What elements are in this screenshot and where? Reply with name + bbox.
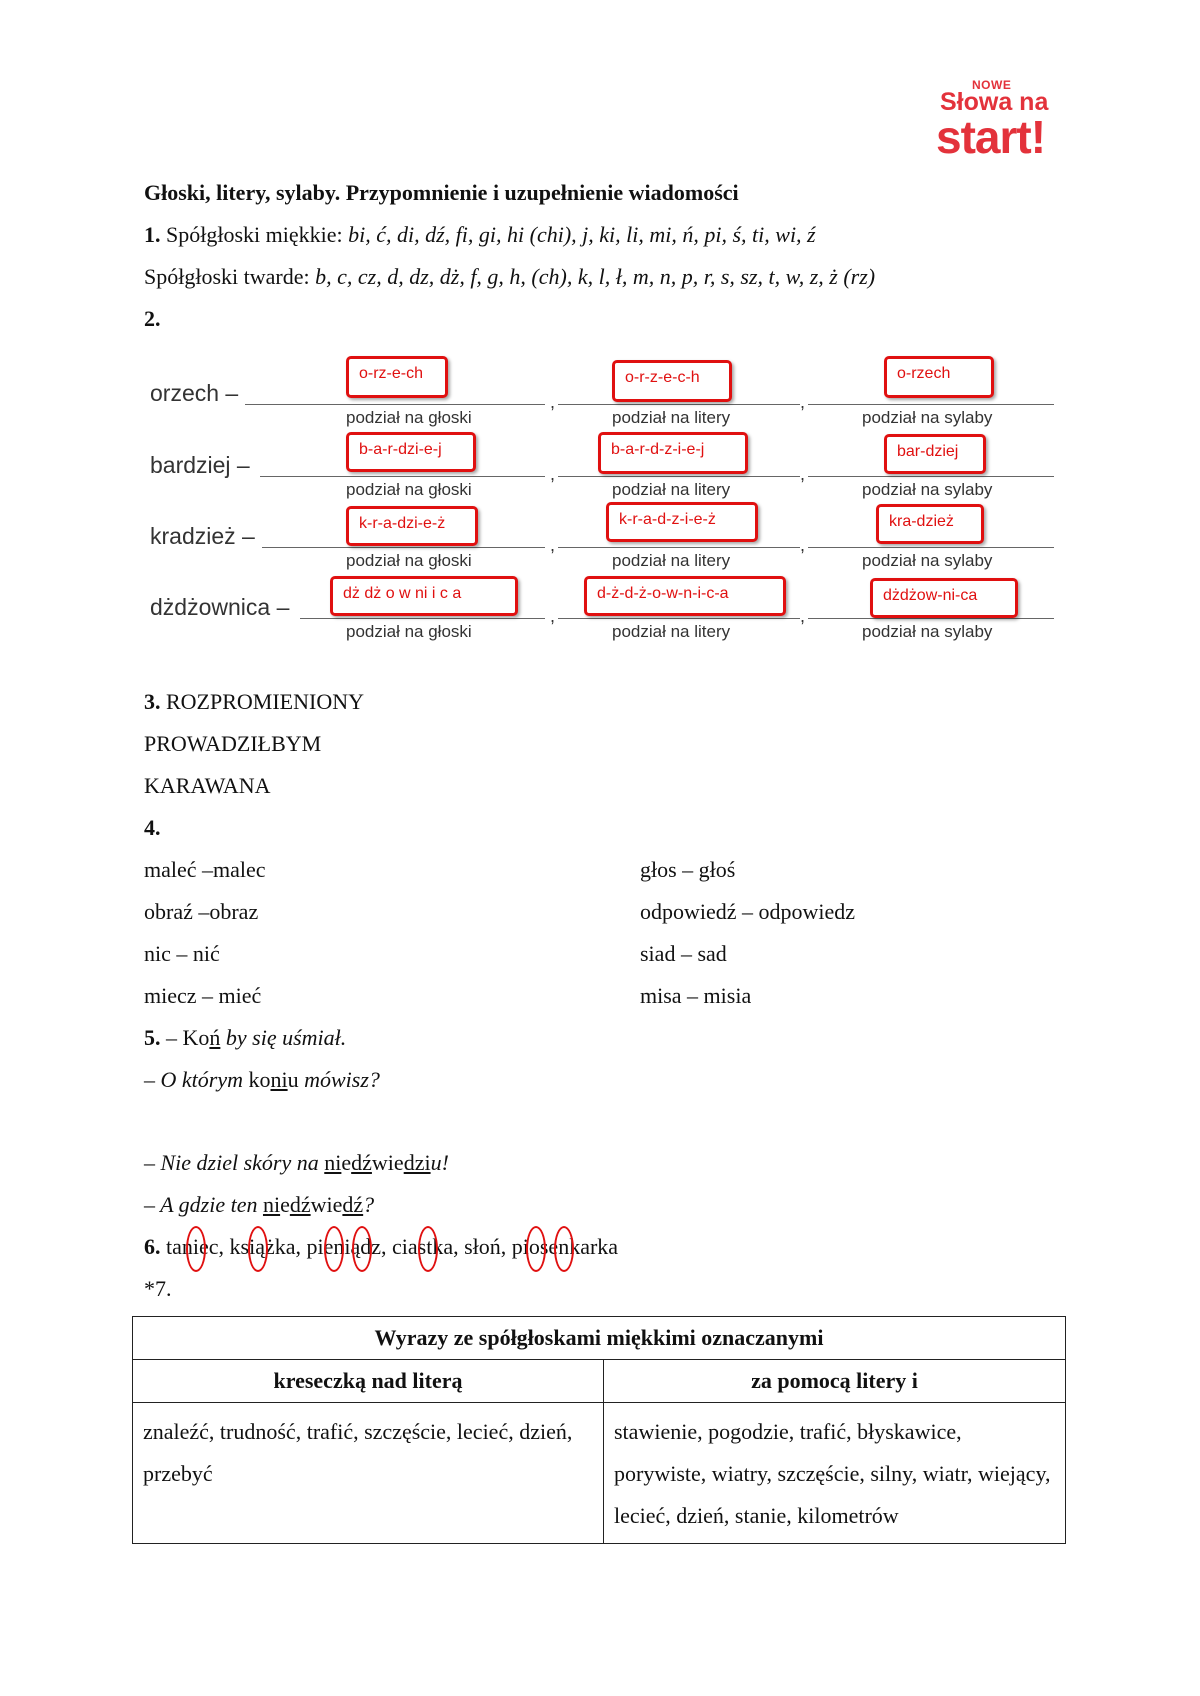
ex7-table: [132, 1316, 1066, 1544]
answer-box-gloski: k-r-a-dzi-e-ż: [346, 506, 478, 546]
answer-line: [808, 476, 1054, 477]
ex2-word: kradzież –: [150, 523, 255, 549]
comma: ,: [800, 464, 806, 484]
answer-box-gloski: o-rz-e-ch: [346, 356, 448, 398]
ex5-line-1: [144, 1025, 346, 1051]
answer-box-litery: b-a-r-d-z-i-e-j: [598, 432, 748, 474]
answer-box-litery: k-r-a-d-z-i-e-ż: [606, 502, 758, 542]
answer-box-sylaby: bar-dziej: [884, 434, 986, 474]
ex5-text: wie: [371, 1150, 404, 1175]
answer-box-sylaby: dżdżow-ni-ca: [870, 578, 1018, 618]
ex1-hard-list: b, c, cz, d, dz, dż, f, g, h, (ch), k, l, ł, m, n, p, r, s, sz, t, w, z, ż (rz): [315, 264, 876, 289]
logo-nowe-text: NOWE: [972, 78, 1012, 92]
ex5-line-3: [144, 1150, 449, 1176]
ex1-number: 1.: [144, 222, 161, 247]
circle-mark: [526, 1226, 546, 1272]
ex4-number: 4.: [144, 815, 161, 840]
ex2-word: dżdżownica –: [150, 594, 290, 620]
comma: ,: [550, 535, 556, 555]
caption-sylaby: podział na sylaby: [862, 480, 993, 499]
table-column-header: kreseczką nad literą: [133, 1360, 604, 1403]
caption-sylaby: podział na sylaby: [862, 408, 993, 427]
ex5-line-2: [144, 1067, 380, 1093]
ex4-pair-right: głos – głoś: [640, 857, 736, 882]
answer-line: [808, 404, 1054, 405]
table-cell: znaleźć, trudność, trafić, szczęście, lecieć, dzień, przebyć: [133, 1403, 604, 1544]
caption-litery: podział na litery: [612, 408, 731, 427]
table-column-header: za pomocą litery i: [604, 1360, 1066, 1403]
circle-mark: [186, 1226, 206, 1272]
caption-litery: podział na litery: [612, 622, 731, 641]
ex6-text: taniec, książka, pieniądz, ciastka, słoń, piosenkarka: [160, 1234, 619, 1259]
ex1-soft-label: Spółgłoski miękkie:: [166, 222, 349, 247]
caption-litery: podział na litery: [612, 480, 731, 499]
ex4-pair-left: nic – nić: [144, 941, 220, 966]
ex4-pair-right: misa – misia: [640, 983, 752, 1008]
logo-slowa-na-text: Słowa na: [940, 88, 1049, 116]
table-header-row: [133, 1317, 1066, 1360]
answer-line: [558, 618, 800, 619]
comma: ,: [800, 535, 806, 555]
ex5-line-4: [144, 1192, 374, 1218]
ex5-text: mówisz?: [298, 1067, 380, 1092]
ex5-text: ?: [363, 1192, 375, 1217]
ex1-hard-line: [144, 264, 875, 290]
caption-gloski: podział na głoski: [346, 622, 472, 641]
answer-box-gloski: b-a-r-dzi-e-j: [346, 432, 476, 472]
caption-sylaby: podział na sylaby: [862, 622, 993, 641]
circle-mark: [554, 1226, 574, 1272]
ex5-text: ko: [248, 1067, 271, 1092]
ex4-pair-right: odpowiedź – odpowiedz: [640, 899, 856, 924]
comma: ,: [550, 392, 556, 412]
ex3-word: KARAWANA: [144, 773, 271, 798]
ex3-number: 3.: [144, 689, 161, 714]
ex5-underlined: dź: [342, 1192, 364, 1217]
caption-litery: podział na litery: [612, 551, 731, 570]
ex5-text: e: [280, 1192, 290, 1217]
caption-gloski: podział na głoski: [346, 480, 472, 499]
ex6-line: [144, 1234, 618, 1260]
page-title: Głoski, litery, sylaby. Przypomnienie i uzupełnienie wiadomości: [144, 180, 739, 205]
table-row: [133, 1403, 1066, 1544]
ex3-line-1: [144, 689, 364, 715]
ex5-number: 5.: [144, 1025, 161, 1050]
caption-sylaby: podział na sylaby: [862, 551, 993, 570]
ex1-soft-list: bi, ć, di, dź, fi, gi, hi (chi), j, ki, li, mi, ń, pi, ś, ti, wi, ź: [348, 222, 816, 247]
table-header-row: [133, 1360, 1066, 1403]
ex5-text: by się uśmiał.: [220, 1025, 347, 1050]
ex4-pair-left: miecz – mieć: [144, 983, 262, 1008]
ex5-text: – Ko: [160, 1025, 210, 1050]
comma: ,: [550, 464, 556, 484]
answer-line: [262, 547, 545, 548]
answer-line: [558, 547, 800, 548]
ex4-pair-right: siad – sad: [640, 941, 727, 966]
answer-line: [245, 404, 545, 405]
ex4-pair-left: obraź –obraz: [144, 899, 259, 924]
answer-box-litery: d-ż-d-ż-o-w-n-i-c-a: [584, 576, 786, 616]
ex4-pair-left: maleć –malec: [144, 857, 266, 882]
logo-start-text: start!: [936, 111, 1046, 163]
ex5-text: u: [287, 1067, 299, 1092]
circle-mark: [324, 1226, 344, 1272]
ex2-word: bardziej –: [150, 452, 250, 478]
answer-line: [260, 476, 545, 477]
ex1-hard-label: Spółgłoski twarde:: [144, 264, 316, 289]
ex2-number: 2.: [144, 306, 161, 331]
ex5-text: – O którym: [144, 1067, 249, 1092]
table-main-header: Wyrazy ze spółgłoskami miękkimi oznaczanymi: [133, 1317, 1066, 1360]
ex6-number: 6.: [144, 1234, 161, 1259]
answer-line: [558, 476, 800, 477]
ex5-underlined: ń: [209, 1025, 221, 1050]
caption-gloski: podział na głoski: [346, 408, 472, 427]
ex3-word: PROWADZIŁBYM: [144, 731, 322, 756]
ex3-word: ROZPROMIENIONY: [166, 689, 364, 714]
answer-box-litery: o-r-z-e-c-h: [612, 360, 732, 402]
answer-box-sylaby: kra-dzież: [876, 504, 984, 544]
ex5-underlined: ni: [324, 1150, 342, 1175]
ex5-text: e: [341, 1150, 352, 1175]
circle-mark: [418, 1226, 438, 1272]
ex5-underlined: dzi: [403, 1150, 431, 1175]
answer-line: [300, 618, 545, 619]
ex5-text: u!: [430, 1150, 449, 1175]
answer-box-gloski: dż dż o w ni i c a: [330, 576, 518, 616]
answer-line: [808, 547, 1054, 548]
ex5-text: – Nie dziel skóry na: [144, 1150, 325, 1175]
answer-box-sylaby: o-rzech: [884, 356, 994, 398]
circle-mark: [352, 1226, 372, 1272]
ex7-number: *7.: [144, 1276, 172, 1301]
ex5-underlined: dź: [289, 1192, 311, 1217]
ex5-text: wie: [310, 1192, 343, 1217]
ex1-soft-line: [144, 222, 816, 248]
table-cell: stawienie, pogodzie, trafić, błyskawice, porywiste, wiatry, szczęście, silny, wiatr, wiejący, lecieć, dzień, stanie, kilometrów: [604, 1403, 1066, 1544]
ex5-underlined: ni: [262, 1192, 281, 1217]
answer-line: [808, 618, 1054, 619]
ex5-underlined: dź: [351, 1150, 372, 1175]
caption-gloski: podział na głoski: [346, 551, 472, 570]
comma: ,: [800, 606, 806, 626]
ex5-underlined: ni: [270, 1067, 288, 1092]
circle-mark: [248, 1226, 268, 1272]
ex2-word: orzech –: [150, 380, 239, 406]
comma: ,: [800, 392, 806, 412]
comma: ,: [550, 606, 556, 626]
answer-line: [558, 404, 800, 405]
ex5-text: – A gdzie ten: [144, 1192, 263, 1217]
